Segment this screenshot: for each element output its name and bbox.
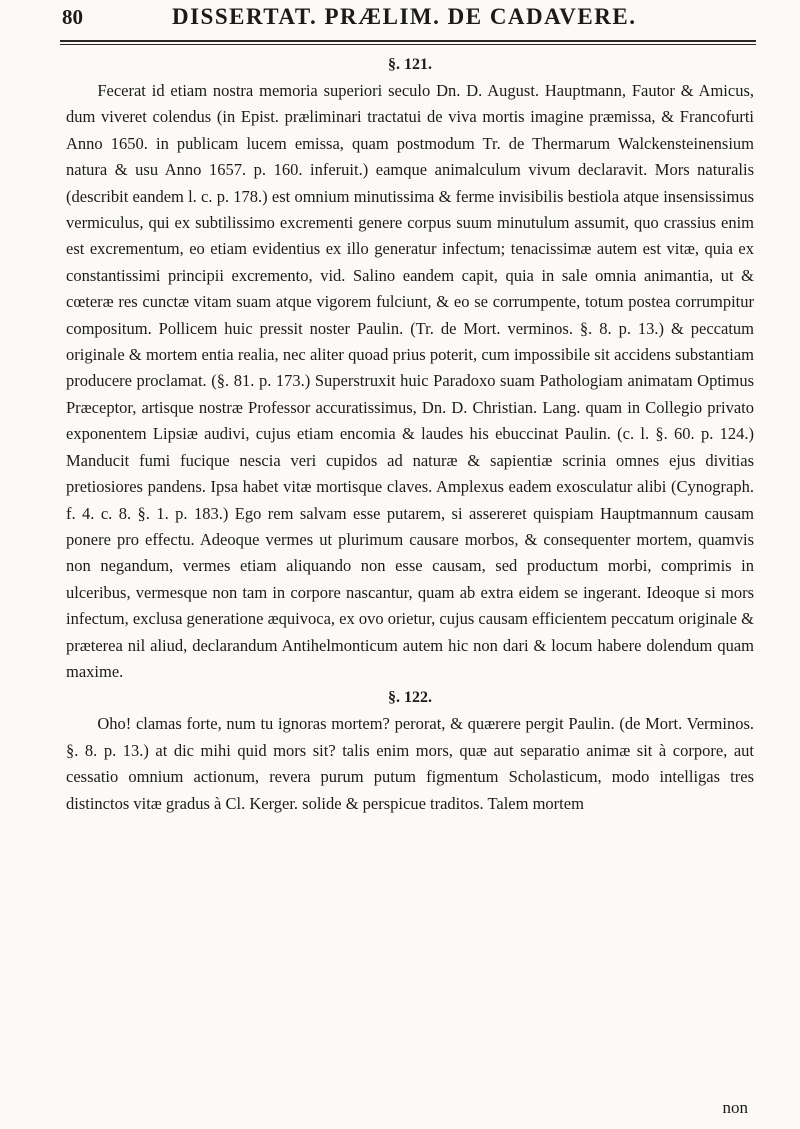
section-121-paragraph: Fecerat id etiam nostra memoria superiori seculo Dn. D. August. Hauptmann, Fautor & Amicus, dum viveret colendus (in Epist. præliminari tractatui de viva mortis imagine præmissa, & Francofurti Anno 1650. in publicam lucem emissa, quam postmodum Tr. de Thermarum Walckensteinensium natura & usu Anno 1657. p. 160. inferuit.) eamque animalculum vivum declaravit. Mors naturalis (describit eandem l. c. p. 178.) est omnium minutissima & ferme invisibilis bestiola atque insensissimus vermiculus, qui ex subtilissimo excrementi genere corpus suum minutulum assumit, quo crassius enim est excrementum, eo etiam evidentius ex illo generatur infectum; tenacissimæ autem est vitæ, quia ex constantissimi principii excremento, vid. Salino eandem capit, quia in sale omnia animantia, ut & cœteræ res cunctæ vitam suam atque vigorem fulciunt, & eo se corrumpente, totum postea corrumpitur compositum. Pollicem huic pressit noster Paulin. (Tr. de Mort. verminos. §. 8. p. 13.) & peccatum originale & mortem entia realia, nec aliter quoad prius poterit, cum impossibile sit accidens substantiam producere proclamat. (§. 81. p. 173.) Superstruxit huic Paradoxo suam Pathologiam animatam Optimus Præceptor, artisque nostræ Professor accuratissimus, Dn. D. Christian. Lang. quam in Collegio privato exponentem Lipsiæ audivi, cujus etiam encomia & laudes his ebuccinat Paulin. (c. l. §. 60. p. 124.) Manducit fumi fucique nescia veri cupidos ad naturæ & sapientiæ scrinia omnes ejus divitias pretiosiores pandens. Ipsa habet vitæ mortisque claves. Amplexus eadem exosculatur alibi (Cynograph. f. 4. c. 8. §. 1. p. 183.) Ego rem salvam esse putarem, si assereret quispiam Hauptmannum causam ponere pro effectu. Adeoque vermes ut plurimum causare morbos, & consequenter mortem, quamvis non negandum, vermes etiam aliquando non esse causam, sed productum morbi, comprimis in ulceribus, vermesque non tam in corpore nascantur, quam ab extra eidem se ingerant. Ideoque si mors infectum, exclusa generatione æquivoca, ex ovo orietur, cujus causam efficientem peccatum originale & præterea nil aliud, declarandum Antihelmonticum autem hic non dari & locum habere dolendum quam maxime. [66,81,754,681]
section-122-heading: §. 122. [388,689,432,707]
catchword: non [722,1098,748,1117]
section-122-paragraph: Oho! clamas forte, num tu ignoras mortem? perorat, & quærere pergit Paulin. (de Mort. Verminos. §. 8. p. 13.) at dic mihi quid mors sit? talis enim mors, quæ aut separatio animæ sit à corpore, aut cessatio omnium actionum, revera purum putum figmentum Scholasticum, modo intelligas tres distinctos vitæ gradus à Cl. Kerger. solide & perspicue traditos. Talem mortem [66,714,754,813]
page-number: 80 [62,5,83,29]
section-121-heading: §. 121. [388,56,432,73]
body-text [66,52,754,817]
running-head: DISSERTAT. PRÆLIM. DE CADAVERE. [172,4,637,29]
header-rule [60,40,756,45]
page-header [62,4,756,38]
